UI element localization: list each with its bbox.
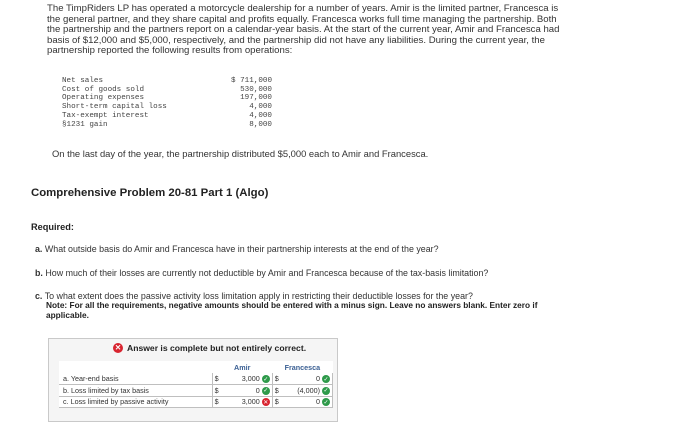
problem-title: Comprehensive Problem 20-81 Part 1 (Algo) bbox=[31, 187, 269, 199]
answer-table bbox=[59, 361, 333, 408]
francesca-input-cell[interactable] bbox=[282, 373, 333, 385]
question-a bbox=[35, 244, 439, 254]
column-header-francesca: Francesca bbox=[272, 361, 332, 373]
table-row bbox=[59, 385, 333, 397]
question-letter: a. bbox=[35, 244, 43, 254]
currency-symbol: $ bbox=[272, 373, 282, 385]
amir-input-cell[interactable] bbox=[222, 373, 273, 385]
operations-results bbox=[62, 77, 272, 129]
intro-line: basis of $12,000 and $5,000, respectively, and the partnership did not have any liabilities. During the current year, the bbox=[47, 34, 545, 46]
operations-label: §1231 gain bbox=[62, 120, 108, 129]
problem-intro bbox=[47, 4, 687, 57]
operations-label: Short-term capital loss bbox=[62, 103, 167, 112]
question-b bbox=[35, 268, 488, 278]
question-text: To what extent does the passive activity loss limitation apply in restricting their deductible losses for the year? bbox=[44, 291, 473, 301]
blank-header bbox=[59, 361, 212, 373]
question-text: What outside basis do Amir and Francesca have in their partnership interests at the end of the year? bbox=[44, 244, 439, 254]
answer-status-text: Answer is complete but not entirely correct. bbox=[127, 343, 307, 353]
answer-status-banner bbox=[113, 343, 306, 353]
operations-value: 4,000 bbox=[249, 103, 272, 112]
distribution-text: On the last day of the year, the partnership distributed $5,000 each to Amir and Francesca. bbox=[52, 148, 429, 159]
currency-symbol: $ bbox=[272, 396, 282, 408]
question-text: How much of their losses are currently not deductible by Amir and Francesca because of the tax-basis limitation? bbox=[45, 268, 489, 278]
francesca-value: 0 bbox=[316, 397, 320, 407]
column-header-amir: Amir bbox=[212, 361, 272, 373]
currency-symbol: $ bbox=[212, 373, 222, 385]
operations-value: 197,000 bbox=[240, 94, 272, 103]
intro-line: the partnership and the partners report on a calendar-year basis. At the start of the current year, Amir and Francesca had bbox=[47, 24, 560, 36]
currency-symbol: $ bbox=[272, 385, 282, 397]
intro-line: the general partner, and they share capital and profits equally. Francesca works full time managing the partnership. Both bbox=[47, 13, 557, 25]
intro-line: The TimpRiders LP has operated a motorcycle dealership for a number of years. Amir is the limited partner, Francesca is bbox=[47, 3, 559, 14]
incorrect-x-icon: ✕ bbox=[114, 343, 122, 352]
correct-check-icon: ✓ bbox=[263, 376, 269, 383]
table-row bbox=[59, 396, 333, 408]
answer-table-header bbox=[59, 361, 333, 373]
incorrect-x-icon: ✕ bbox=[263, 399, 269, 406]
operations-value: $ 711,000 bbox=[230, 77, 272, 85]
francesca-input-cell[interactable] bbox=[282, 385, 333, 397]
operations-value: 8,000 bbox=[249, 120, 272, 129]
operations-value: 530,000 bbox=[240, 85, 272, 94]
francesca-input-cell[interactable] bbox=[282, 396, 333, 408]
operations-row bbox=[62, 86, 272, 95]
correct-check-icon: ✓ bbox=[323, 388, 329, 395]
correct-check-icon: ✓ bbox=[323, 399, 329, 406]
row-label: b. Loss limited by tax basis bbox=[59, 385, 212, 397]
answer-panel bbox=[48, 338, 338, 422]
operations-row bbox=[62, 121, 272, 130]
amir-value: 3,000 bbox=[241, 397, 260, 407]
operations-row bbox=[62, 77, 272, 86]
correct-check-icon: ✓ bbox=[263, 388, 269, 395]
row-label: c. Loss limited by passive activity bbox=[59, 396, 212, 408]
francesca-value: 0 bbox=[316, 373, 320, 383]
note-line: Note: For all the requirements, negative amounts should be entered with a minus sign. Leave no answers blank. Enter zero if bbox=[46, 300, 538, 310]
row-label: a. Year-end basis bbox=[59, 373, 212, 385]
question-letter: c. bbox=[35, 291, 43, 301]
operations-label: Tax-exempt interest bbox=[62, 111, 149, 120]
operations-label: Operating expenses bbox=[62, 94, 145, 103]
table-row bbox=[59, 373, 333, 385]
intro-line: partnership reported the following results from operations: bbox=[47, 45, 293, 57]
operations-row bbox=[62, 103, 272, 112]
amir-input-cell[interactable] bbox=[222, 385, 273, 397]
amir-value: 3,000 bbox=[241, 373, 260, 383]
required-heading: Required: bbox=[31, 222, 74, 232]
question-letter: b. bbox=[35, 268, 43, 278]
francesca-value: (4,000) bbox=[297, 385, 320, 395]
note-line: applicable. bbox=[46, 309, 89, 320]
instruction-note bbox=[46, 301, 606, 321]
currency-symbol: $ bbox=[212, 385, 222, 397]
operations-label: Net sales bbox=[62, 77, 104, 85]
currency-symbol: $ bbox=[212, 396, 222, 408]
operations-row bbox=[62, 112, 272, 121]
amir-value: 0 bbox=[255, 385, 260, 395]
operations-row bbox=[62, 94, 272, 103]
operations-label: Cost of goods sold bbox=[62, 85, 145, 94]
operations-value: 4,000 bbox=[249, 111, 272, 120]
amir-input-cell[interactable] bbox=[222, 396, 273, 408]
correct-check-icon: ✓ bbox=[323, 376, 329, 383]
